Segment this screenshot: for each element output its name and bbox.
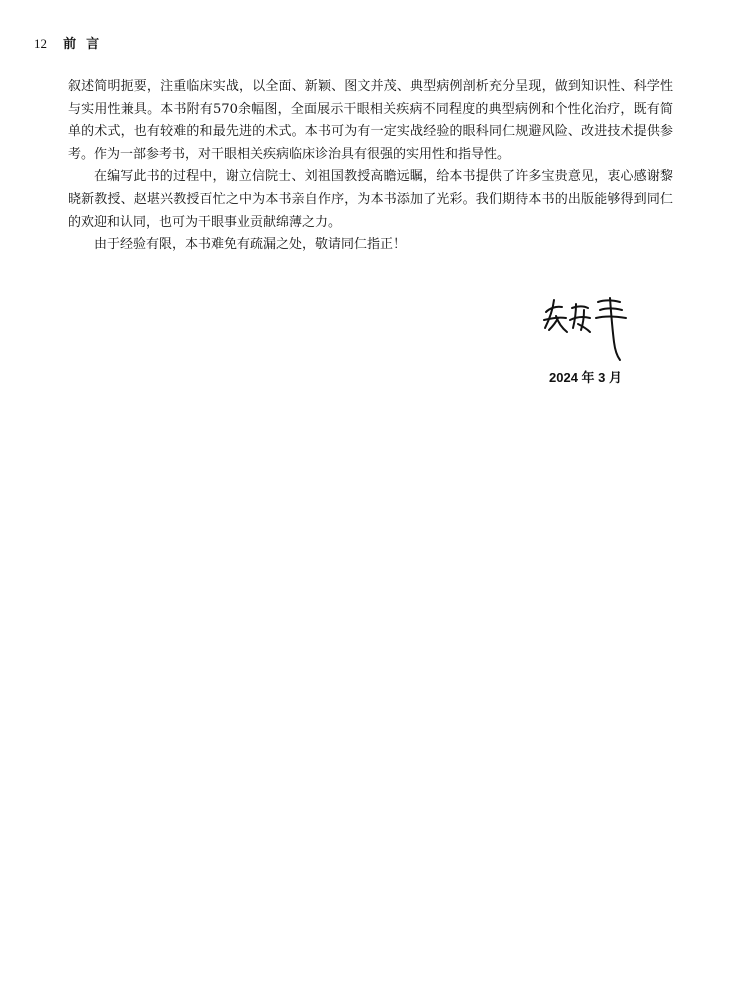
preface-body [68,76,673,257]
signature-date: 2024 年 3 月 [549,370,622,385]
page-number: 12 [34,36,47,51]
paragraph-acknowledgements: 在编写此书的过程中，谢立信院士、刘祖国教授高瞻远瞩，给本书提供了许多宝贵意见，衷心感谢黎晓新教授、赵堪兴教授百忙之中为本书亲自作序，为本书添加了光彩。我们期待本书的出版能够得到同仁的欢迎和认同，也可为干眼事业贡献绵薄之力。 [68,169,673,230]
running-head [34,36,109,53]
section-title: 前言 [63,37,110,52]
paragraph-continued: 叙述简明扼要，注重临床实战，以全面、新颖、图文并茂、典型病例剖析充分呈现，做到知识性、科学性与实用性兼具。本书附有570余幅图，全面展示干眼相关疾病不同程度的典型病例和个性化治疗，既有简单的术式，也有较难的和最先进的术式。本书可为有一定实战经验的眼科同仁规避风险、改进技术提供参考。作为一部参考书，对干眼相关疾病临床诊治具有很强的实用性和指导性。 [68,79,673,162]
handwritten-signature [540,290,636,364]
paragraph-closing: 由于经验有限，本书难免有疏漏之处，敬请同仁指正！ [94,237,407,253]
